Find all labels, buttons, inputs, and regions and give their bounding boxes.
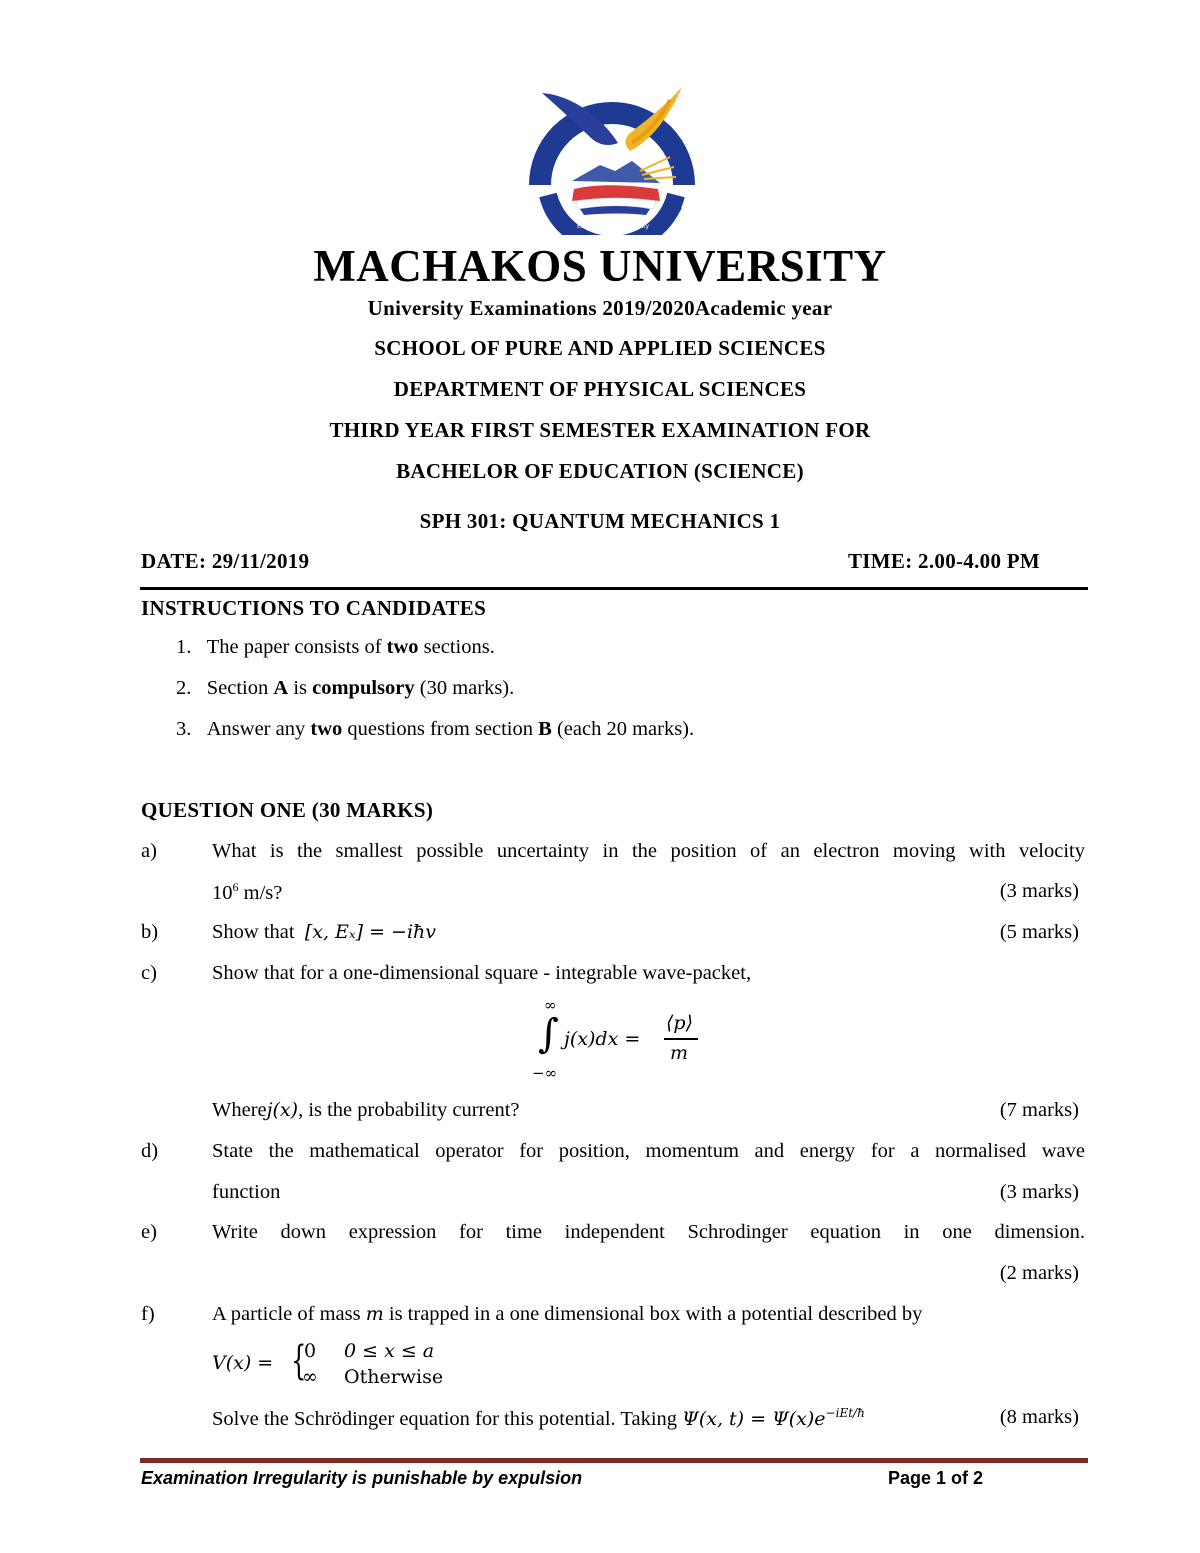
integral-lower-limit: −∞ bbox=[532, 1064, 558, 1082]
university-logo bbox=[520, 85, 706, 235]
exam-time: TIME: 2.00-4.00 PM bbox=[848, 549, 1041, 573]
integral-upper-limit: ∞ bbox=[544, 996, 557, 1014]
page-number: Page 1 of 2 bbox=[888, 1468, 984, 1488]
case1-value: 0 bbox=[304, 1340, 317, 1362]
header-divider bbox=[140, 587, 1088, 590]
piecewise-brace: { bbox=[291, 1338, 307, 1384]
case2-value: ∞ bbox=[302, 1366, 318, 1388]
question-label: b) bbox=[141, 921, 159, 943]
question-label: f) bbox=[141, 1303, 155, 1325]
case1-condition: 0 ≤ x ≤ a bbox=[344, 1340, 435, 1362]
exam-title-line1: THIRD YEAR FIRST SEMESTER EXAMINATION FOR bbox=[329, 418, 871, 442]
instruction-number: 3. bbox=[176, 718, 192, 740]
question-d-text-cont: function bbox=[212, 1181, 281, 1203]
instruction-bold: B bbox=[538, 718, 552, 740]
exam-date: DATE: 29/11/2019 bbox=[141, 549, 310, 573]
instruction-bold: two bbox=[386, 636, 419, 658]
instructions-title: INSTRUCTIONS TO CANDIDATES bbox=[141, 596, 487, 620]
question-f-text bbox=[212, 1303, 922, 1326]
potential-definition bbox=[212, 1338, 472, 1392]
question-marks: (7 marks) bbox=[999, 1099, 1079, 1121]
question-b-text bbox=[212, 921, 436, 944]
instruction-bold: compulsory bbox=[312, 677, 415, 699]
instruction-text: The paper consists of bbox=[206, 636, 387, 658]
instruction-item bbox=[176, 718, 694, 741]
question-marks: (8 marks) bbox=[999, 1406, 1079, 1428]
velocity-unit: m/s? bbox=[238, 881, 283, 904]
question-e-text: Write down expression for time independent Schrodinger equation in one dimension. bbox=[212, 1221, 1085, 1243]
question-f-prompt: is trapped in a one dimensional box with a potential described by bbox=[383, 1303, 923, 1325]
question-marks: (2 marks) bbox=[999, 1262, 1079, 1284]
question-marks: (3 marks) bbox=[999, 880, 1079, 902]
fraction-denominator: m bbox=[670, 1042, 689, 1064]
instruction-text: questions from section bbox=[342, 718, 539, 740]
instruction-item bbox=[176, 677, 514, 700]
fraction-bar bbox=[664, 1038, 698, 1040]
wavefunction-equation: Ψ(x, t) = Ψ(x)e bbox=[682, 1407, 826, 1430]
question-d-text: State the mathematical operator for position, momentum and energy for a normalised wave bbox=[212, 1140, 1085, 1162]
integral-equation bbox=[530, 996, 710, 1082]
footer-divider bbox=[140, 1458, 1088, 1463]
question-one-title: QUESTION ONE (30 MARKS) bbox=[141, 798, 434, 822]
svg-text:Education for Prosperity: Education for Prosperity bbox=[576, 223, 650, 230]
instruction-text: (each 20 marks). bbox=[551, 718, 695, 740]
potential-lhs: V(x) = bbox=[212, 1352, 274, 1374]
integrand: j(x)dx = bbox=[564, 1028, 641, 1050]
question-label: c) bbox=[141, 962, 157, 984]
integral-sign: ∫ bbox=[538, 1011, 559, 1057]
school-name: SCHOOL OF PURE AND APPLIED SCIENCES bbox=[374, 336, 826, 360]
question-f-prompt: A particle of mass bbox=[212, 1303, 366, 1325]
probability-current-symbol: j(x) bbox=[266, 1099, 299, 1121]
instruction-number: 1. bbox=[176, 636, 192, 658]
question-a-text: What is the smallest possible uncertainty in the position of an electron moving with velocity bbox=[212, 840, 1085, 862]
question-label: d) bbox=[141, 1140, 159, 1162]
instruction-text: sections. bbox=[418, 636, 495, 658]
course-title: SPH 301: QUANTUM MECHANICS 1 bbox=[419, 509, 781, 533]
exam-title-line2: BACHELOR OF EDUCATION (SCIENCE) bbox=[396, 459, 804, 483]
wavefunction-exponent: −iEt/ħ bbox=[825, 1406, 865, 1420]
commutator-equation: [x, Eₓ] = −iħv bbox=[304, 921, 437, 943]
instruction-item bbox=[176, 636, 495, 659]
instruction-text: is bbox=[288, 677, 313, 699]
question-marks: (5 marks) bbox=[999, 921, 1079, 943]
solve-text: Solve the Schrödinger equation for this potential. Taking bbox=[212, 1407, 678, 1430]
question-marks: (3 marks) bbox=[999, 1181, 1079, 1203]
question-label: e) bbox=[141, 1221, 157, 1243]
instruction-bold: A bbox=[273, 677, 289, 699]
mass-symbol: m bbox=[365, 1303, 384, 1325]
university-name: MACHAKOS UNIVERSITY bbox=[313, 241, 887, 291]
fraction-numerator: ⟨p⟩ bbox=[666, 1012, 693, 1034]
velocity-base: 10 bbox=[212, 881, 233, 904]
question-label: a) bbox=[141, 840, 157, 862]
instruction-bold: two bbox=[310, 718, 343, 740]
velocity-exponent: 6 bbox=[232, 880, 239, 894]
instruction-text: Answer any bbox=[206, 718, 311, 740]
instruction-text: (30 marks). bbox=[414, 677, 515, 699]
question-a-velocity bbox=[212, 880, 282, 905]
where-text: , is the probability current? bbox=[298, 1099, 520, 1121]
question-c-where bbox=[212, 1099, 520, 1122]
exam-year: University Examinations 2019/2020Academic year bbox=[367, 296, 833, 320]
question-b-prompt: Show that bbox=[212, 921, 295, 943]
question-f-solve bbox=[212, 1406, 865, 1431]
question-c-text: Show that for a one-dimensional square - integrable wave-packet, bbox=[212, 962, 752, 984]
instruction-number: 2. bbox=[176, 677, 192, 699]
footer-warning: Examination Irregularity is punishable by expulsion bbox=[141, 1468, 583, 1488]
instruction-text: Section bbox=[206, 677, 274, 699]
case2-condition: Otherwise bbox=[344, 1366, 444, 1388]
department-name: DEPARTMENT OF PHYSICAL SCIENCES bbox=[393, 377, 807, 401]
where-text: Where bbox=[212, 1099, 267, 1121]
